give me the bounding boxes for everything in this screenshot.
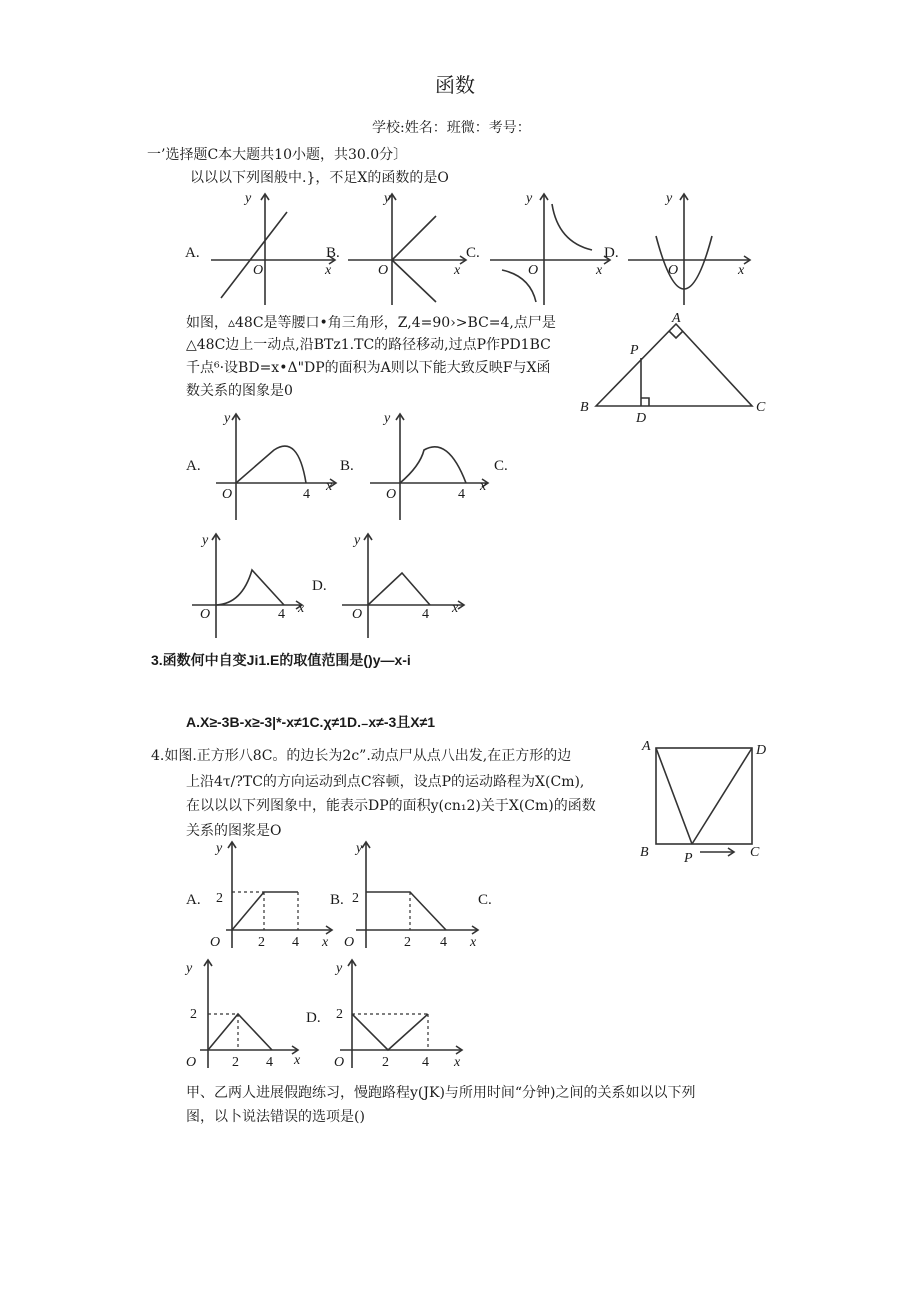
axis-origin: O [378, 263, 389, 278]
q1-option-a: A. [185, 245, 200, 261]
svg-text:O: O [200, 607, 211, 622]
q5-line-2: 图，以卜说法错误的选项是() [186, 1109, 365, 1125]
axis-y-label: y [245, 191, 252, 206]
q4-option-b: B. [330, 892, 344, 908]
q5-line-1: 甲、乙两人进展假跑练习，慢跑路程y(JK)与所用时间“分钟)之间的关系如以以下列 [186, 1085, 696, 1101]
q4-option-d: D. [306, 1010, 321, 1026]
svg-text:O: O [186, 1055, 197, 1070]
q4-line-2: 上沿4τ/?TC的方向运动到点C容顿，设点P的运动路程为X(Cm), [186, 774, 585, 790]
svg-text:x: x [326, 479, 333, 494]
svg-text:x: x [322, 935, 329, 950]
q1-option-c: C. [466, 245, 480, 261]
svg-text:2: 2 [216, 891, 223, 906]
svg-text:y: y [336, 961, 343, 976]
axis-y-label: y [384, 191, 391, 206]
q2-line-4: 数关系的图象是0 [186, 383, 293, 399]
svg-text:4: 4 [292, 935, 299, 950]
svg-text:y: y [216, 841, 223, 856]
svg-text:4: 4 [278, 607, 285, 622]
q1-graph-d [604, 190, 754, 310]
svg-text:4: 4 [422, 1055, 429, 1070]
q1-graph-c [466, 190, 616, 310]
svg-text:x: x [480, 479, 487, 494]
q3-answers: A.X≥-3B-x≥-3|*-x≠1C.χ≠1D.₋x≠-3且X≠1 [186, 714, 436, 730]
svg-text:B: B [580, 400, 589, 415]
q1-option-b: B. [326, 245, 340, 261]
q4-square-figure [638, 738, 778, 866]
svg-text:4: 4 [422, 607, 429, 622]
q2-option-d: D. [312, 578, 327, 594]
svg-text:O: O [334, 1055, 345, 1070]
svg-text:y: y [384, 411, 391, 426]
svg-text:O: O [352, 607, 363, 622]
q4-graph-a [186, 838, 341, 953]
axis-origin: O [668, 263, 679, 278]
q4-graph-c [186, 956, 316, 1074]
svg-text:C: C [756, 400, 766, 415]
svg-text:4: 4 [266, 1055, 273, 1070]
svg-text:y: y [356, 841, 363, 856]
svg-text:A: A [672, 311, 681, 326]
svg-text:D: D [636, 411, 647, 426]
svg-text:y: y [354, 533, 361, 548]
q4-line-4: 关系的图浆是O [186, 823, 282, 839]
axis-y-label: y [526, 191, 533, 206]
axis-origin: O [528, 263, 539, 278]
svg-text:P: P [630, 343, 639, 358]
svg-text:x: x [298, 601, 305, 616]
svg-text:2: 2 [190, 1007, 197, 1022]
q2-line-3: 千点⁶·设BD=x•Δ"DP的面积为A则以下能大致反映F与X函 [186, 360, 551, 376]
axis-x-label: x [325, 263, 332, 278]
q1-graph-b [326, 190, 471, 310]
axis-y-label: y [666, 191, 673, 206]
svg-text:x: x [454, 1055, 461, 1070]
axis-x-label: x [454, 263, 461, 278]
svg-text:D: D [756, 743, 767, 758]
section-heading: 一’选择题C本大题共10小题，共30.0分〕 [147, 147, 408, 163]
svg-text:4: 4 [303, 487, 310, 502]
q2-option-b: B. [340, 458, 354, 474]
svg-text:2: 2 [382, 1055, 389, 1070]
svg-text:2: 2 [404, 935, 411, 950]
svg-text:O: O [210, 935, 221, 950]
q4-graph-d [306, 956, 476, 1074]
svg-text:4: 4 [440, 935, 447, 950]
svg-text:P: P [684, 851, 693, 866]
q3-stem: 3.函数何中自变Ji1.E的取值范围是()y—x-i [151, 652, 411, 668]
q4-graph-b [330, 838, 505, 953]
q4-option-c: C. [478, 892, 492, 908]
svg-text:C: C [750, 845, 760, 860]
svg-text:2: 2 [352, 891, 359, 906]
svg-text:2: 2 [258, 935, 265, 950]
q2-line-2: △48C边上一动点,沿BTz1.TC的路径移动,过点P作PD1BC [186, 337, 551, 353]
svg-text:x: x [470, 935, 477, 950]
q4-line-3: 在以以以下列图象中，能表示DP的面积y(cn₁2)关于X(Cm)的函数 [186, 798, 596, 814]
q2-option-a: A. [186, 458, 201, 474]
svg-text:y: y [224, 411, 231, 426]
student-info: 学校:姓名：班微：考号： [372, 120, 531, 136]
svg-text:O: O [344, 935, 355, 950]
q1-stem: 以以以下列图般中.}，不足X的函数的是O [190, 170, 449, 186]
q2-graph-c [186, 530, 326, 640]
axis-origin: O [253, 263, 264, 278]
axis-x-label: x [596, 263, 603, 278]
q2-graph-d [312, 530, 472, 640]
svg-text:A: A [642, 739, 651, 754]
svg-text:4: 4 [458, 487, 465, 502]
svg-text:O: O [386, 487, 397, 502]
page-title: 函数 [435, 73, 475, 97]
svg-text:B: B [640, 845, 649, 860]
q1-graph-a [185, 190, 340, 310]
svg-text:O: O [222, 487, 233, 502]
q1-option-d: D. [604, 245, 619, 261]
svg-text:x: x [294, 1053, 301, 1068]
q2-graph-a [186, 410, 346, 525]
q4-line-1: 4.如图.正方形八8C。的边长为2c”.动点尸从点八出发,在正方形的边 [151, 748, 572, 764]
q2-option-c: C. [494, 458, 508, 474]
svg-text:2: 2 [336, 1007, 343, 1022]
svg-text:2: 2 [232, 1055, 239, 1070]
q2-triangle-figure [576, 311, 776, 426]
axis-x-label: x [738, 263, 745, 278]
svg-text:y: y [186, 961, 193, 976]
svg-text:x: x [452, 601, 459, 616]
svg-text:y: y [202, 533, 209, 548]
q4-option-a: A. [186, 892, 201, 908]
q2-line-1: 如图，▵48C是等腰口•角三角形，Z,4=90›>BC=4,点尸是 [186, 315, 556, 331]
q2-graph-b [340, 410, 515, 525]
